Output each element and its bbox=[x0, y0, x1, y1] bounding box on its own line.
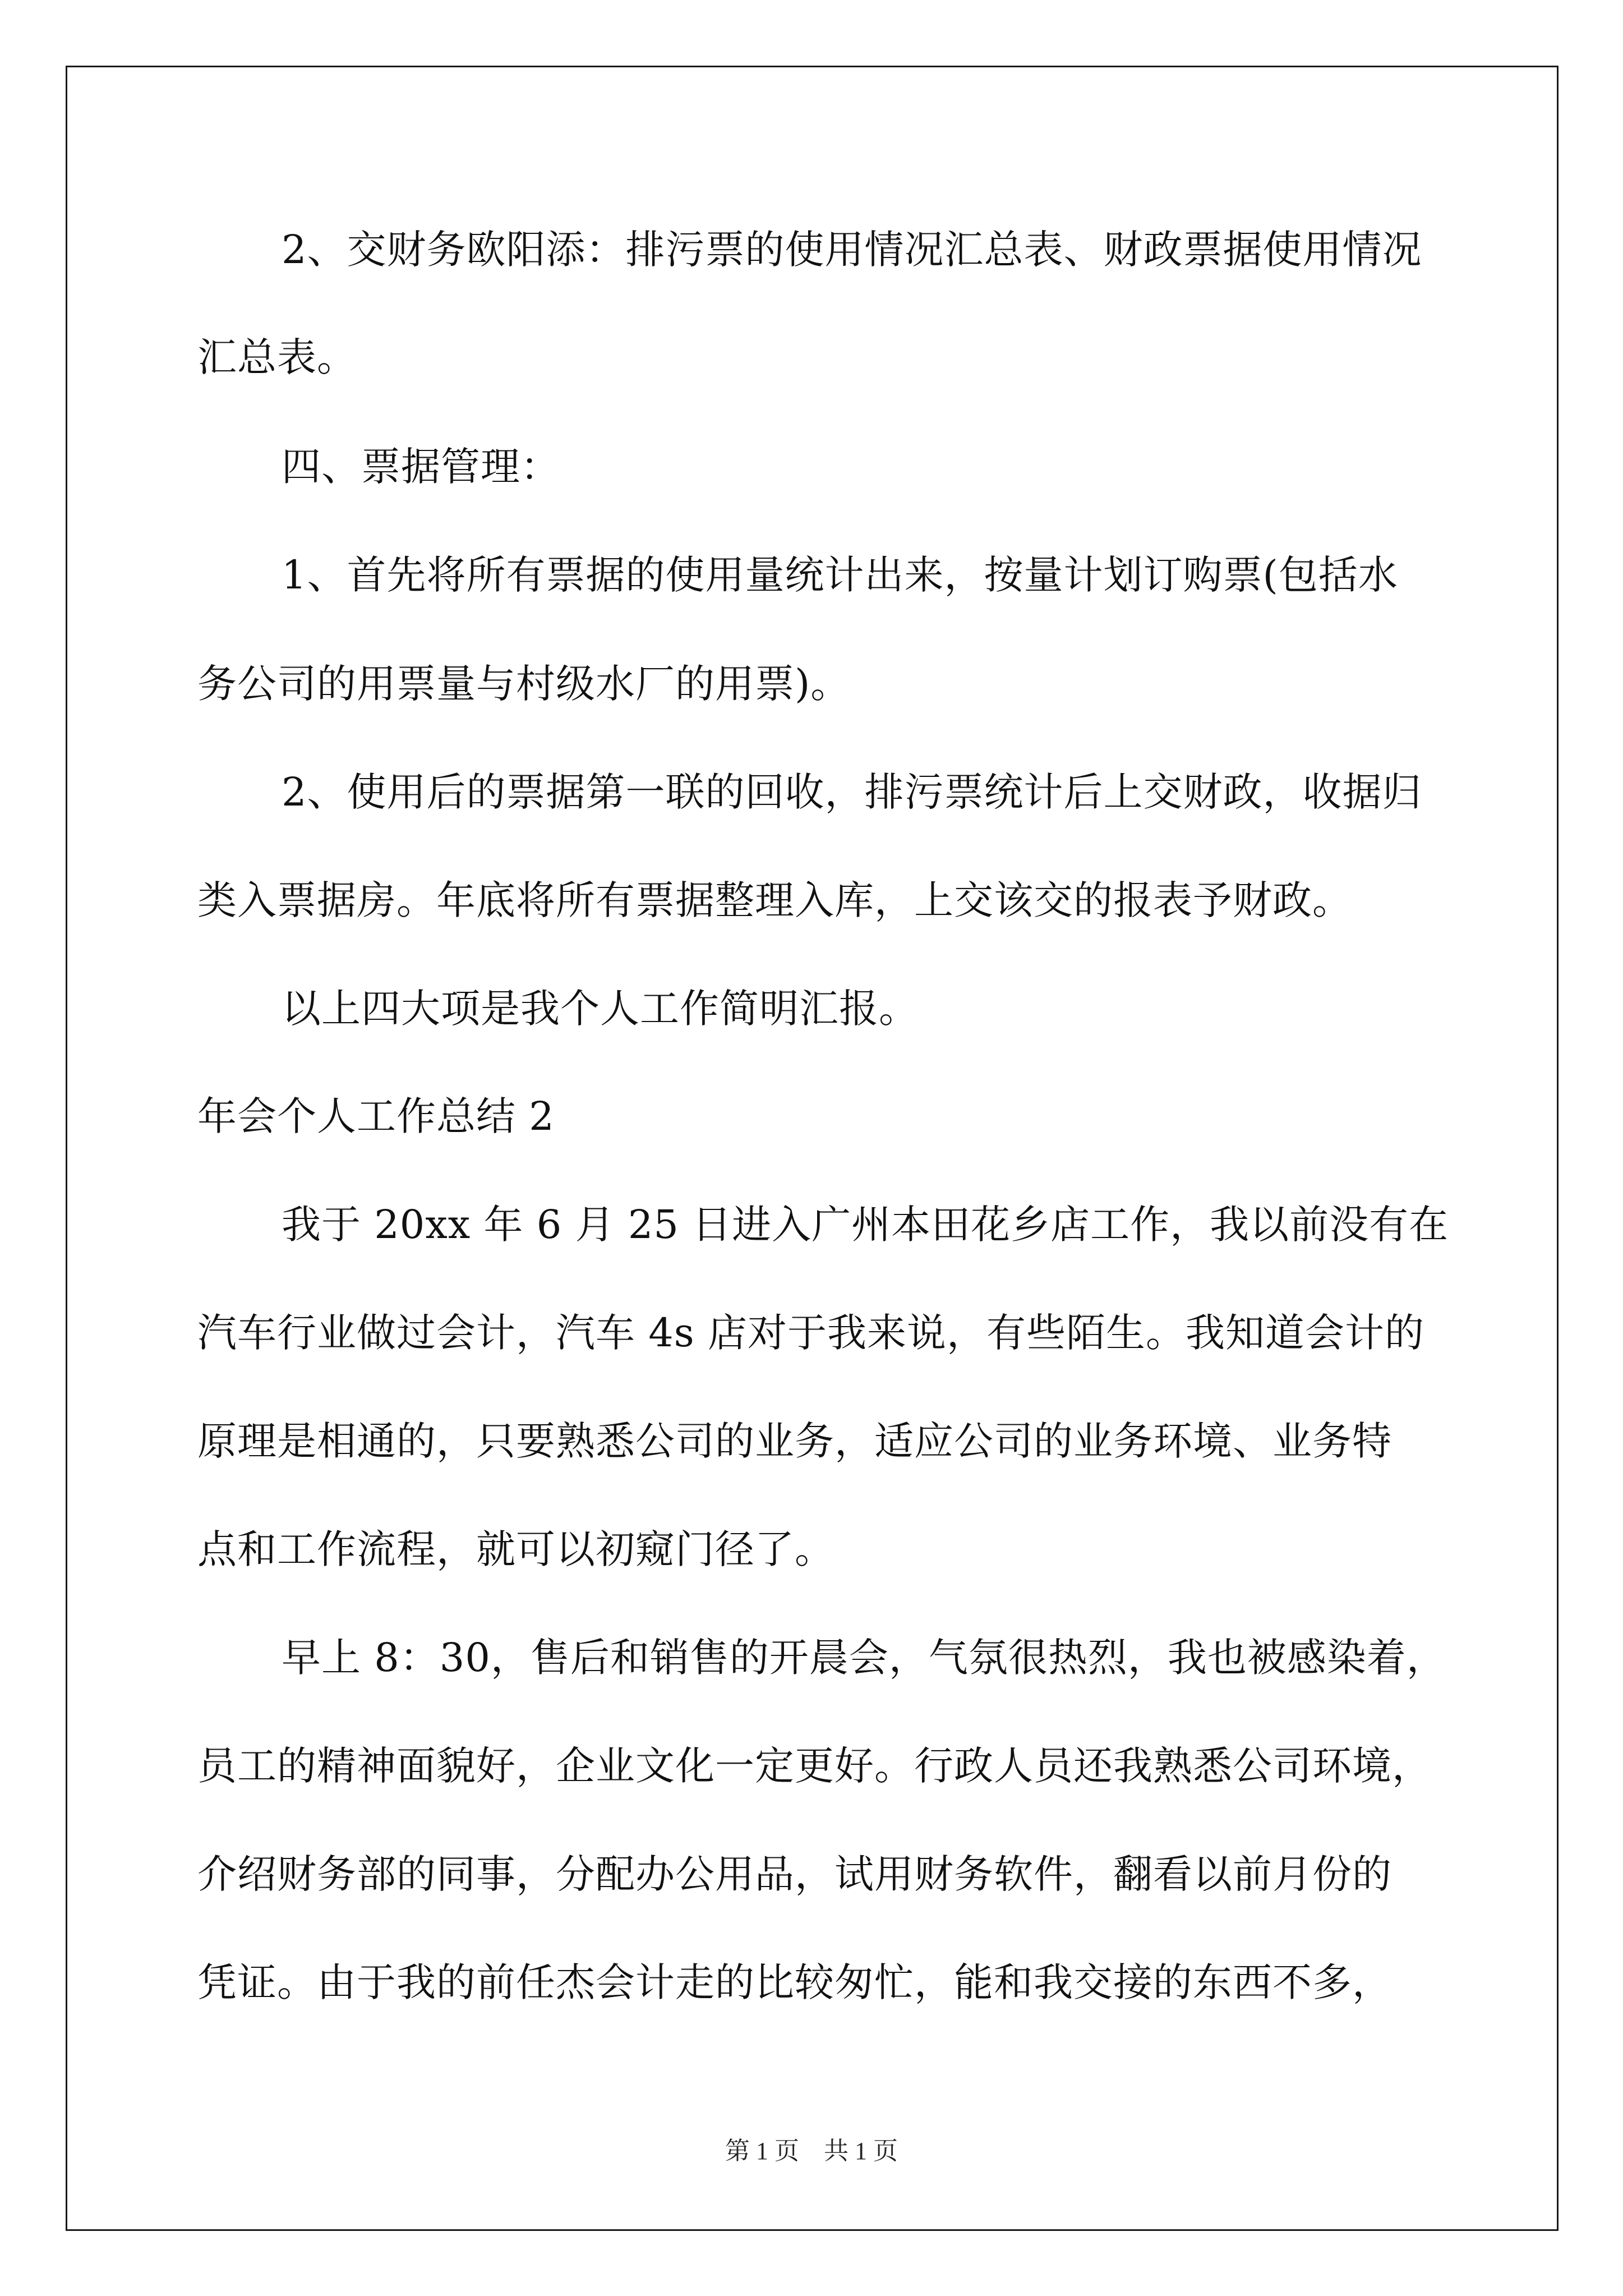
text-line: 2、使用后的票据第一联的回收，排污票统计后上交财政，收据归 bbox=[282, 769, 1422, 815]
text-line: 我于 20xx 年 6 月 25 日进入广州本田花乡店工作，我以前没有在 bbox=[282, 1202, 1449, 1248]
text-line: 以上四大项是我个人工作简明汇报。 bbox=[282, 986, 919, 1032]
text-line: 2、交财务欧阳添：排污票的使用情况汇总表、财政票据使用情况 bbox=[282, 227, 1422, 273]
document-subtitle: 年会个人工作总结 2 bbox=[197, 1093, 555, 1139]
section-heading: 四、票据管理： bbox=[282, 444, 560, 490]
text-line: 汇总表。 bbox=[197, 334, 357, 380]
page-footer bbox=[0, 2139, 1623, 2164]
text-line: 1、首先将所有票据的使用量统计出来，按量计划订购票(包括水 bbox=[282, 552, 1398, 598]
text-line: 原理是相通的，只要熟悉公司的业务，适应公司的业务环境、业务特 bbox=[197, 1418, 1392, 1464]
text-line: 凭证。由于我的前任杰会计走的比较匆忙，能和我交接的东西不多， bbox=[197, 1959, 1392, 2005]
page-number-total: 共 1 页 bbox=[824, 2137, 898, 2165]
text-line: 点和工作流程，就可以初窥门径了。 bbox=[197, 1526, 834, 1572]
text-line: 类入票据房。年底将所有票据整理入库，上交该交的报表予财政。 bbox=[197, 877, 1352, 923]
text-line: 早上 8：30，售后和销售的开晨会，气氛很热烈，我也被感染着， bbox=[282, 1635, 1446, 1681]
text-line: 汽车行业做过会计，汽车 4s 店对于我来说，有些陌生。我知道会计的 bbox=[197, 1310, 1424, 1356]
page-number-current: 第 1 页 bbox=[725, 2137, 799, 2165]
text-line: 员工的精神面貌好，企业文化一定更好。行政人员还我熟悉公司环境， bbox=[197, 1743, 1432, 1789]
text-line: 务公司的用票量与村级水厂的用票)。 bbox=[197, 661, 851, 707]
page-border bbox=[66, 66, 1559, 2231]
text-line: 介绍财务部的同事，分配办公用品，试用财务软件，翻看以前月份的 bbox=[197, 1851, 1392, 1897]
